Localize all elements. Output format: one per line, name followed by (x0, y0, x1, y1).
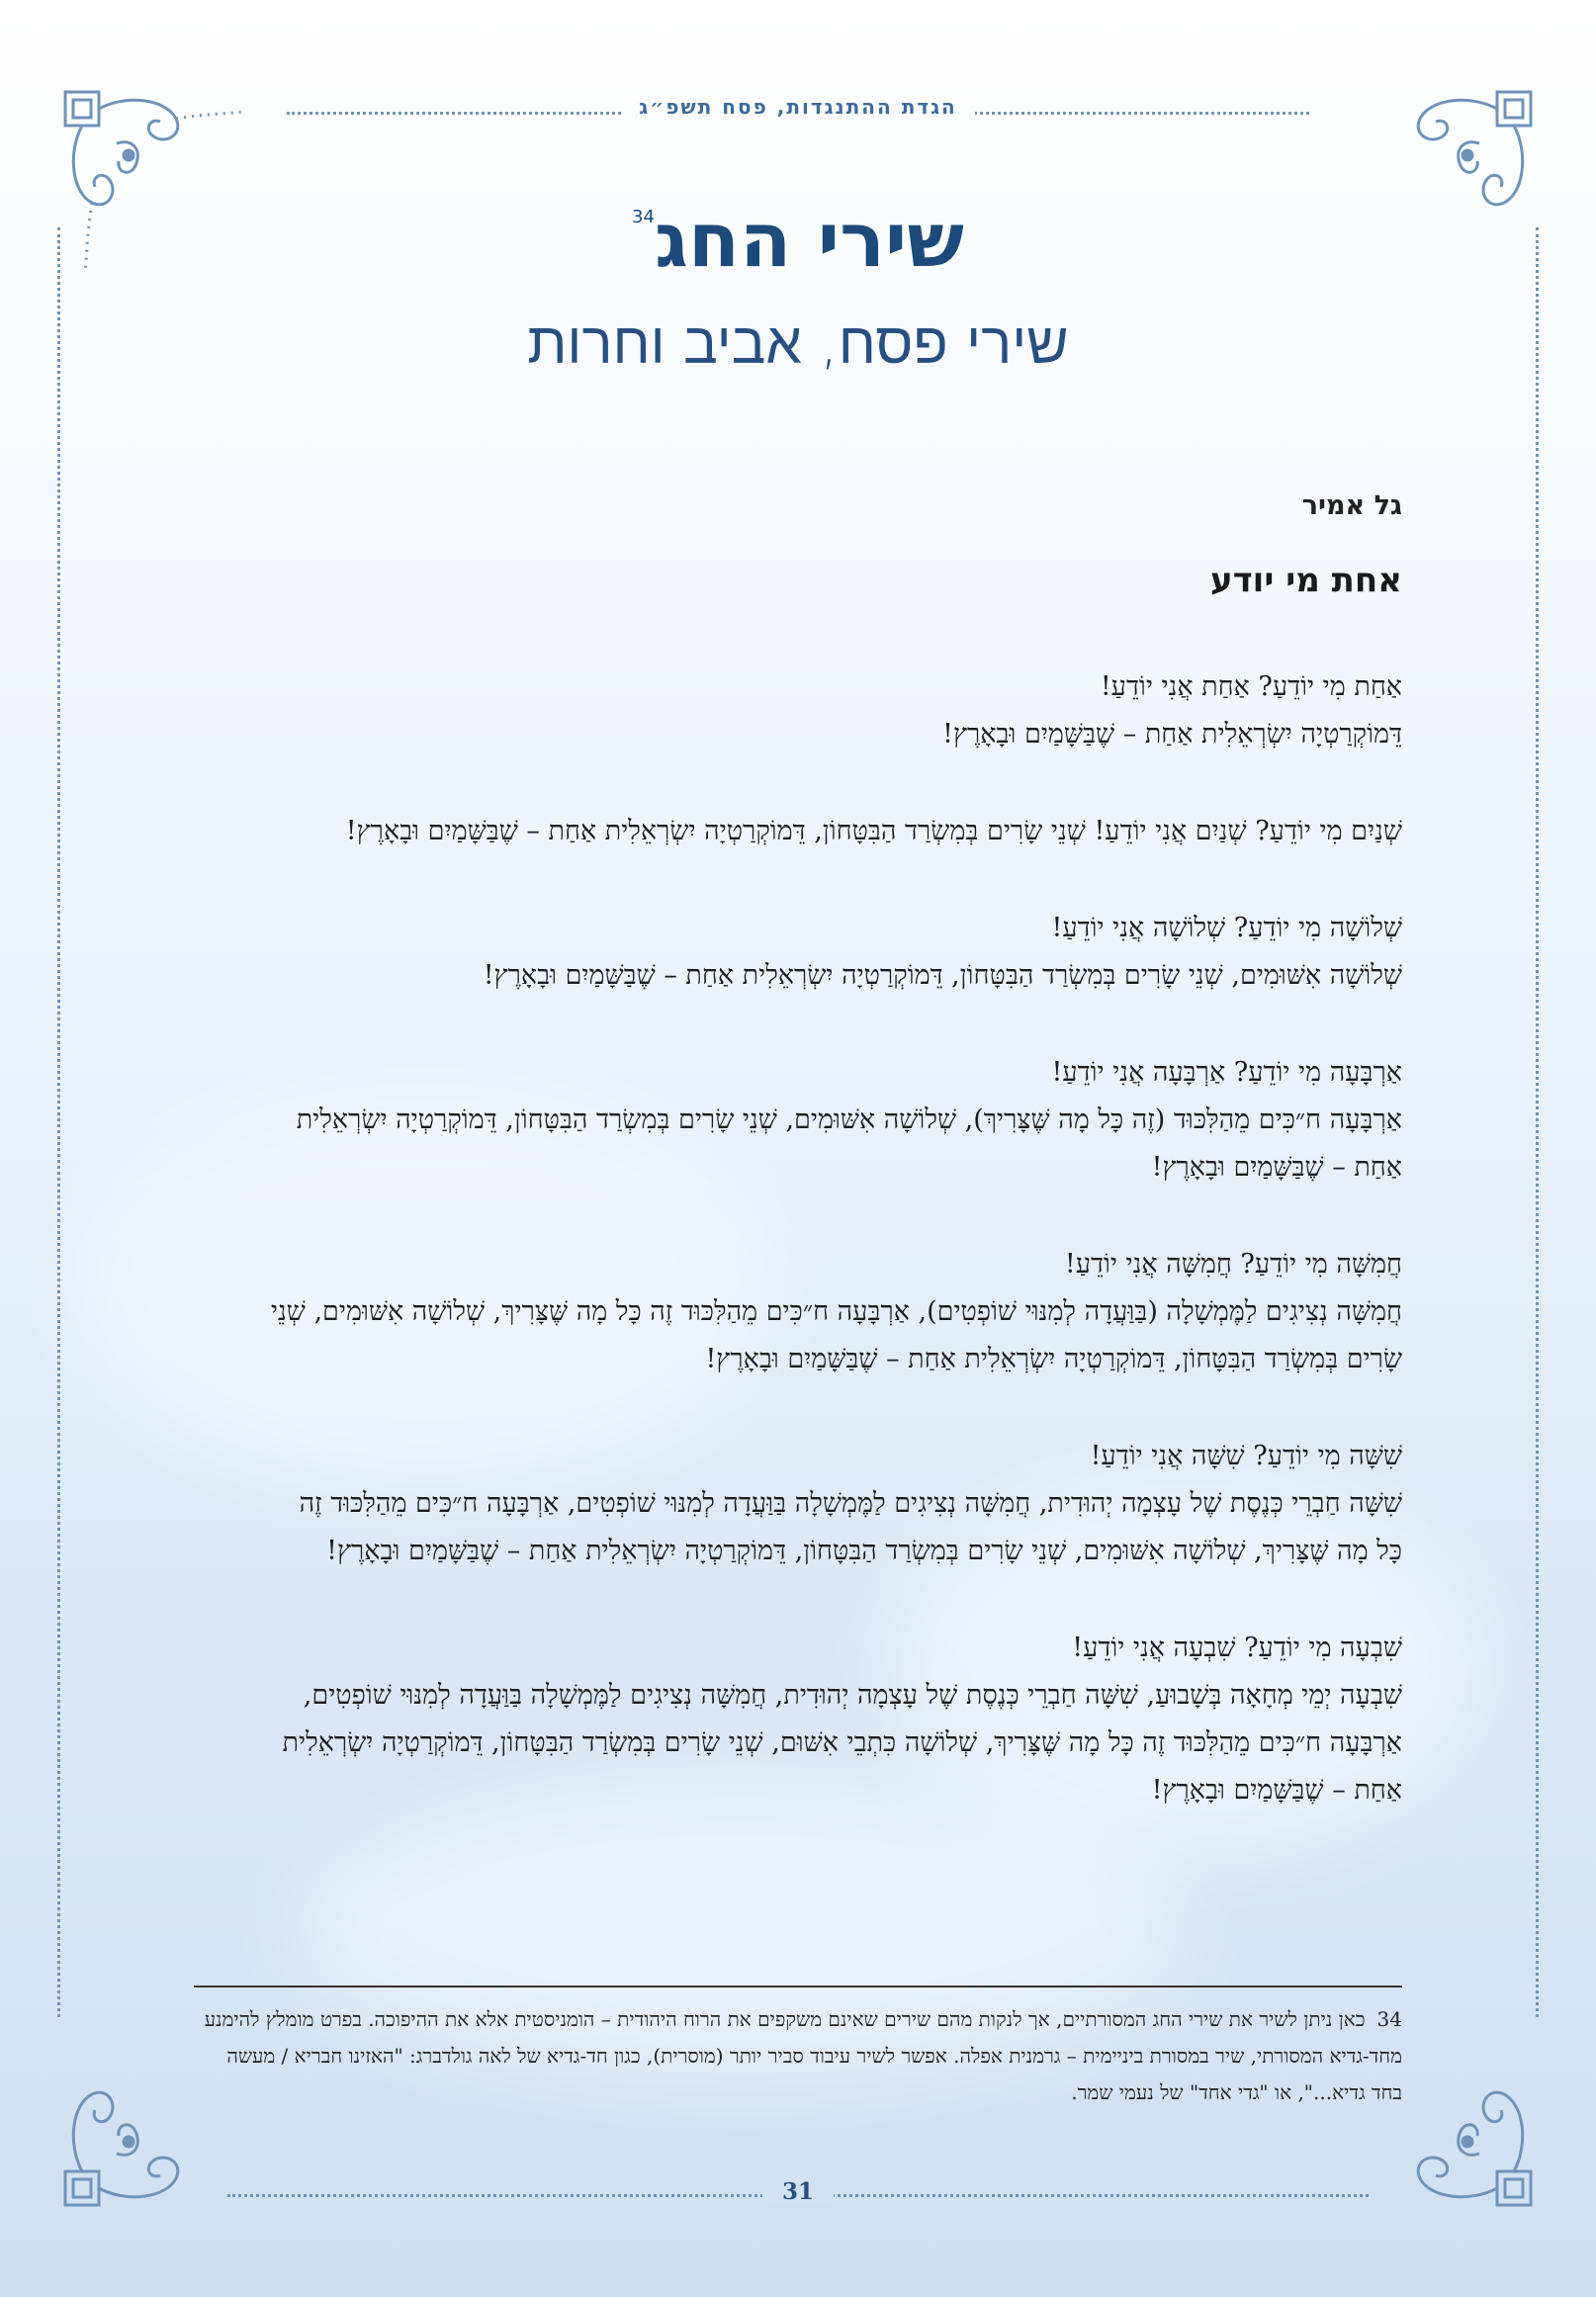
poem-line: אַחַת מִי יוֹדֵעַ? אַחַת אֲנִי יוֹדֵעַ! (1100, 671, 1402, 702)
poem-line: אַחַת – שֶׁבַּשָּׁמַיִם וּבָאָרֶץ! (1151, 1775, 1402, 1806)
poem-line: כָּל מָה שֶּׁצָּרִיךְ, שְׁלוֹשָׁה אִשּׁוּמִים, שְׁנֵי שָׂרִים בְּמִשְׂרַד הַבִּטָּחוֹן, דֵּמוֹקְרַטְיָה יִשְׂרְאֵלִית אַחַת – שֶׁבַּשָּׁמַיִם וּבָאָרֶץ! (326, 1536, 1402, 1566)
stanza (194, 905, 1402, 1000)
frame-right-border (1536, 227, 1539, 2017)
stanza (194, 808, 1402, 855)
poem-section (194, 490, 1402, 1864)
poem-line: שִׁשָּׁה חַבְרֵי כְּנֶסֶת שֶׁל עָצְמָה יְהוּדִית, חֲמִשָּׁה נְצִיגִים לַמֶּמְשָׁלָה בַּוַּעֲדָה לְמִנּוּי שׁוֹפְטִים, אַרְבָּעָה ח״כִּים מֵהַלִּכּוּד זֶה (299, 1488, 1402, 1519)
stanza (194, 1625, 1402, 1814)
poem-line: אַרְבָּעָה מִי יוֹדֵעַ? אַרְבָּעָה אֲנִי יוֹדֵעַ! (1051, 1057, 1402, 1088)
poem-title: אחת מי יודע (1210, 561, 1402, 600)
footnote-text: כאן ניתן לשיר את שירי החג המסורתיים, אך לנקות מהם שירים שאינם משקפים את הרוח היהודית – הומניסטית אלא את ההיפוכה. בפרט מומלץ להימנע מחד-גדיא המסורתי, שיר במסורת ביניימית – גרמנית אפלה. אפשר לשיר עיבוד סביר יותר (מוסרית), כגון חד-גדיא של לאה גולדברג: "האזינו חבריא / מעשה בחד גדיא...", או "גדי אחד" של נעמי שמר. (204, 2007, 1402, 2104)
page-subtitle: שירי פסח, אביב וחרות (527, 309, 1069, 377)
running-head (0, 95, 1596, 119)
footnote-divider (194, 1986, 1402, 1988)
footnote-reference[interactable]: 34 (632, 206, 655, 227)
poem-line: חֲמִשָּׁה נְצִיגִים לַמֶּמְשָׁלָה (בַּוַּעֲדָה לְמִנּוּי שׁוֹפְטִים), אַרְבָּעָה ח״כִּים מֵהַלִּכּוּד זֶה כָּל מָה שֶּׁצָּרִיךְ, שְׁלוֹשָׁה אִשּׁוּמִים, שְׁנֵי (270, 1296, 1402, 1327)
stanza (194, 1049, 1402, 1192)
author-name: גל אמיר (1301, 490, 1402, 521)
page-number (0, 2178, 1596, 2205)
poem-line: שִׁבְעָה יְמֵי מְחָאָה בְּשָׁבוּעַ, שִׁשָּׁה חַבְרֵי כְּנֶסֶת שֶׁל עָצְמָה יְהוּדִית, חֲמִשָּׁה נְצִיגִים לַמֶּמְשָׁלָה בַּוַּעֲדָה לְמִנּוּי שׁוֹפְטִים, (303, 1680, 1402, 1711)
poem-line: שִׁשָּׁה מִי יוֹדֵעַ? שִׁשָּׁה אֲנִי יוֹדֵעַ! (1090, 1441, 1402, 1471)
footnote-number: 34 (1376, 2007, 1402, 2031)
poem-line: שְׁנַיִם מִי יוֹדֵעַ? שְׁנַיִם אֲנִי יוֹדֵעַ! שְׁנֵי שָׂרִים בְּמִשְׂרַד הַבִּטָּחוֹן, דֵּמוֹקְרַטְיָה יִשְׂרְאֵלִית אַחַת – שֶׁבַּשָּׁמַיִם וּבָאָרֶץ! (345, 816, 1402, 846)
poem-line: שִׁבְעָה מִי יוֹדֵעַ? שִׁבְעָה אֲנִי יוֹדֵעַ! (1072, 1633, 1402, 1663)
page-number-text: 31 (762, 2178, 834, 2205)
poem-line: שְׁלוֹשָׁה אִשּׁוּמִים, שְׁנֵי שָׂרִים בְּמִשְׂרַד הַבִּטָּחוֹן, דֵּמוֹקְרַטְיָה יִשְׂרְאֵלִית אַחַת – שֶׁבַּשָּׁמַיִם וּבָאָרֶץ! (483, 960, 1402, 991)
poem-line: חֲמִשָּׁה מִי יוֹדֵעַ? חֲמִשָּׁה אֲנִי יוֹדֵעַ! (1064, 1249, 1402, 1280)
poem-line: אַרְבָּעָה ח״כִּים מֵהַלִּכּוּד זֶה כָּל מָה שֶּׁצָּרִיךְ, שְׁלוֹשָׁה כִּתְבֵי אִשּׁוּם, שְׁנֵי שָׂרִים בְּמִשְׂרַד הַבִּטָּחוֹן, דֵּמוֹקְרַטְיָה יִשְׂרְאֵלִית (282, 1727, 1402, 1758)
stanza (194, 1241, 1402, 1383)
poem-line: שָׂרִים בְּמִשְׂרַד הַבִּטָּחוֹן, דֵּמוֹקְרַטְיָה יִשְׂרְאֵלִית אַחַת – שֶׁבַּשָּׁמַיִם וּבָאָרֶץ! (705, 1344, 1402, 1374)
page-title-text: שירי החג (654, 196, 964, 284)
stanza (194, 1433, 1402, 1575)
poem-line: שְׁלוֹשָׁה מִי יוֹדֵעַ? שְׁלוֹשָׁה אֲנִי יוֹדֵעַ! (1051, 913, 1402, 943)
page-title (0, 196, 1596, 284)
footnote (194, 2001, 1402, 2111)
stanza (194, 663, 1402, 758)
frame-left-border (57, 227, 60, 2017)
poem-line: אַרְבָּעָה ח״כִּים מֵהַלִּכּוּד (זֶה כָּל מָה שֶּׁצָּרִיךְ), שְׁלוֹשָׁה אִשּׁוּמִים, שְׁנֵי שָׂרִים בְּמִשְׂרַד הַבִּטָּחוֹן, דֵּמוֹקְרַטְיָה יִשְׂרְאֵלִית (296, 1104, 1402, 1135)
running-head-text: הגדת ההתנגדות, פסח תשפ״ג (621, 95, 975, 119)
poem-line: אַחַת – שֶׁבַּשָּׁמַיִם וּבָאָרֶץ! (1151, 1152, 1402, 1183)
poem-line: דֵּמוֹקְרַטְיָה יִשְׂרְאֵלִית אַחַת – שֶׁבַּשָּׁמַיִם וּבָאָרֶץ! (942, 719, 1402, 750)
